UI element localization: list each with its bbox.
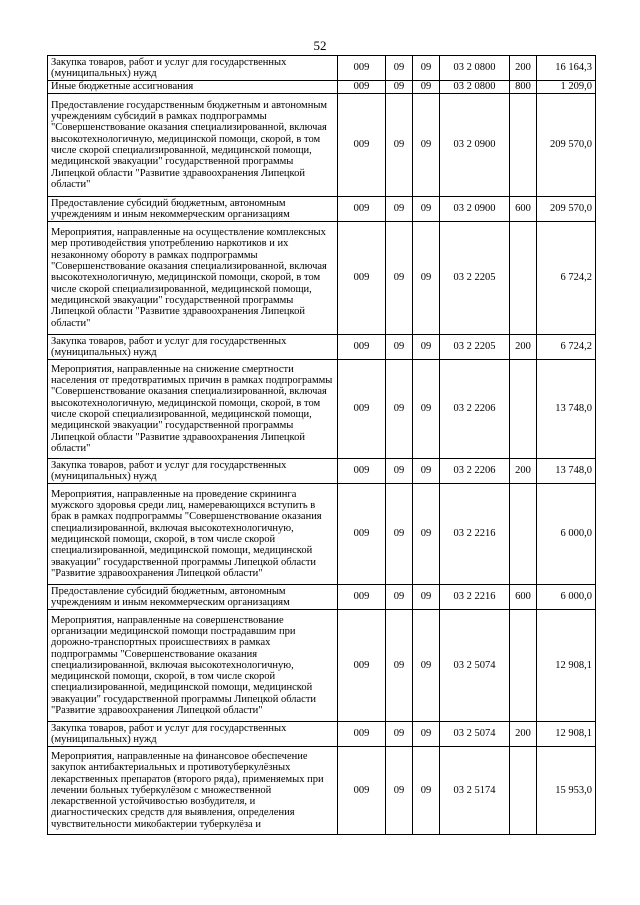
target-code: 03 2 0900: [440, 94, 510, 197]
target-code: 03 2 0800: [440, 56, 510, 81]
page-number: 52: [313, 38, 327, 53]
ministry-code: 009: [338, 747, 386, 835]
table-row: [48, 722, 596, 747]
table-row: [48, 610, 596, 722]
subsection-code: 09: [413, 56, 440, 81]
expense-type-code: 200: [510, 56, 537, 81]
target-code: 03 2 0900: [440, 197, 510, 222]
section-code: 09: [386, 722, 413, 747]
ministry-code: 009: [338, 610, 386, 722]
section-code: 09: [386, 56, 413, 81]
expense-type-code: [510, 222, 537, 335]
expense-type-code: 800: [510, 81, 537, 94]
target-code: 03 2 2206: [440, 360, 510, 459]
target-code: 03 2 2205: [440, 222, 510, 335]
ministry-code: 009: [338, 585, 386, 610]
target-code: 03 2 5174: [440, 747, 510, 835]
amount: 6 724,2: [537, 335, 596, 360]
amount: 1 209,0: [537, 81, 596, 94]
item-name: Предоставление государственным бюджетным и автономным учреждениям субсидий в рамках подпрограммы "Совершенствование оказания специализированной, включая высокотехнологичную, медицинской помощи, скорой, в том числе скорой специализированной, медицинской помощи, медицинской эвакуации" государственной программы Липецкой области "Развитие здравоохранения Липецкой области": [48, 94, 338, 197]
target-code: 03 2 2216: [440, 484, 510, 585]
subsection-code: 09: [413, 722, 440, 747]
ministry-code: 009: [338, 197, 386, 222]
section-code: 09: [386, 484, 413, 585]
amount: 15 953,0: [537, 747, 596, 835]
section-code: 09: [386, 197, 413, 222]
budget-table: [47, 55, 596, 835]
subsection-code: 09: [413, 197, 440, 222]
ministry-code: 009: [338, 81, 386, 94]
section-code: 09: [386, 94, 413, 197]
table-row: [48, 81, 596, 94]
item-name: Закупка товаров, работ и услуг для государственных (муниципальных) нужд: [48, 459, 338, 484]
item-name: Предоставление субсидий бюджетным, автономным учреждениям и иным некоммерческим организациям: [48, 197, 338, 222]
item-name: Закупка товаров, работ и услуг для государственных (муниципальных) нужд: [48, 722, 338, 747]
subsection-code: 09: [413, 94, 440, 197]
section-code: 09: [386, 335, 413, 360]
section-code: 09: [386, 222, 413, 335]
table-row: [48, 459, 596, 484]
ministry-code: 009: [338, 56, 386, 81]
item-name: Иные бюджетные ассигнования: [48, 81, 338, 94]
item-name: Предоставление субсидий бюджетным, автономным учреждениям и иным некоммерческим организациям: [48, 585, 338, 610]
amount: 12 908,1: [537, 610, 596, 722]
target-code: 03 2 2205: [440, 335, 510, 360]
item-name: Мероприятия, направленные на осуществление комплексных мер противодействия употреблению наркотиков и их незаконному обороту в рамках подпрограммы "Совершенствование оказания специализированной, включая высокотехнологичную, медицинской помощи, скорой, в том числе скорой специализированной, медицинской помощи, медицинской эвакуации" государственной программы Липецкой области "Развитие здравоохранения Липецкой области": [48, 222, 338, 335]
table-row: [48, 94, 596, 197]
target-code: 03 2 0800: [440, 81, 510, 94]
ministry-code: 009: [338, 459, 386, 484]
ministry-code: 009: [338, 722, 386, 747]
table-row: [48, 222, 596, 335]
section-code: 09: [386, 610, 413, 722]
expense-type-code: 200: [510, 722, 537, 747]
table-row: [48, 747, 596, 835]
target-code: 03 2 5074: [440, 610, 510, 722]
table-row: [48, 335, 596, 360]
amount: 13 748,0: [537, 459, 596, 484]
table-row: [48, 360, 596, 459]
target-code: 03 2 2206: [440, 459, 510, 484]
ministry-code: 009: [338, 222, 386, 335]
expense-type-code: 600: [510, 197, 537, 222]
section-code: 09: [386, 81, 413, 94]
expense-type-code: [510, 484, 537, 585]
section-code: 09: [386, 360, 413, 459]
subsection-code: 09: [413, 459, 440, 484]
subsection-code: 09: [413, 222, 440, 335]
section-code: 09: [386, 459, 413, 484]
expense-type-code: 600: [510, 585, 537, 610]
table-row: [48, 484, 596, 585]
table-row: [48, 585, 596, 610]
expense-type-code: [510, 747, 537, 835]
amount: 6 724,2: [537, 222, 596, 335]
amount: 6 000,0: [537, 484, 596, 585]
target-code: 03 2 2216: [440, 585, 510, 610]
expense-type-code: [510, 610, 537, 722]
amount: 16 164,3: [537, 56, 596, 81]
item-name: Мероприятия, направленные на снижение смертности населения от предотвратимых причин в рамках подпрограммы "Совершенствование оказания специализированной, включая высокотехнологичную, медицинской помощи, скорой, в том числе скорой специализированной, медицинской помощи, медицинской эвакуации" государственной программы Липецкой области "Развитие здравоохранения Липецкой области": [48, 360, 338, 459]
target-code: 03 2 5074: [440, 722, 510, 747]
subsection-code: 09: [413, 360, 440, 459]
amount: 13 748,0: [537, 360, 596, 459]
subsection-code: 09: [413, 81, 440, 94]
budget-table-body: [48, 56, 596, 835]
table-row: [48, 56, 596, 81]
expense-type-code: 200: [510, 459, 537, 484]
section-code: 09: [386, 747, 413, 835]
ministry-code: 009: [338, 335, 386, 360]
subsection-code: 09: [413, 610, 440, 722]
item-name: Закупка товаров, работ и услуг для государственных (муниципальных) нужд: [48, 56, 338, 81]
table-row: [48, 197, 596, 222]
subsection-code: 09: [413, 335, 440, 360]
amount: 12 908,1: [537, 722, 596, 747]
item-name: Мероприятия, направленные на совершенствование организации медицинской помощи пострадавшим при дорожно-транспортных происшествиях в рамках подпрограммы "Совершенствование оказания специализированной, включая высокотехнологичную, медицинской помощи, скорой, в том числе скорой специализированной, медицинской помощи, медицинской эвакуации" государственной программы Липецкой области "Развитие здравоохранения Липецкой области": [48, 610, 338, 722]
subsection-code: 09: [413, 747, 440, 835]
expense-type-code: [510, 360, 537, 459]
section-code: 09: [386, 585, 413, 610]
item-name: Мероприятия, направленные на финансовое обеспечение закупок антибактериальных и противотуберкулёзных лекарственных препаратов (второго ряда), применяемых при лечении больных туберкулёзом с множественной лекарственной устойчивостью возбудителя, и диагностических средств для выявления, определения чувствительности микобактерии туберкулёза и: [48, 747, 338, 835]
ministry-code: 009: [338, 484, 386, 585]
ministry-code: 009: [338, 94, 386, 197]
item-name: Закупка товаров, работ и услуг для государственных (муниципальных) нужд: [48, 335, 338, 360]
ministry-code: 009: [338, 360, 386, 459]
amount: 209 570,0: [537, 94, 596, 197]
subsection-code: 09: [413, 585, 440, 610]
expense-type-code: [510, 94, 537, 197]
expense-type-code: 200: [510, 335, 537, 360]
amount: 6 000,0: [537, 585, 596, 610]
item-name: Мероприятия, направленные на проведение скрининга мужского здоровья среди лиц, намеревающихся вступить в брак в рамках подпрограммы "Совершенствование оказания специализированной, включая высокотехнологичную, медицинской помощи, скорой, в том числе скорой специализированной, медицинской помощи, медицинской эвакуации" государственной программы Липецкой области "Развитие здравоохранения Липецкой области": [48, 484, 338, 585]
amount: 209 570,0: [537, 197, 596, 222]
subsection-code: 09: [413, 484, 440, 585]
